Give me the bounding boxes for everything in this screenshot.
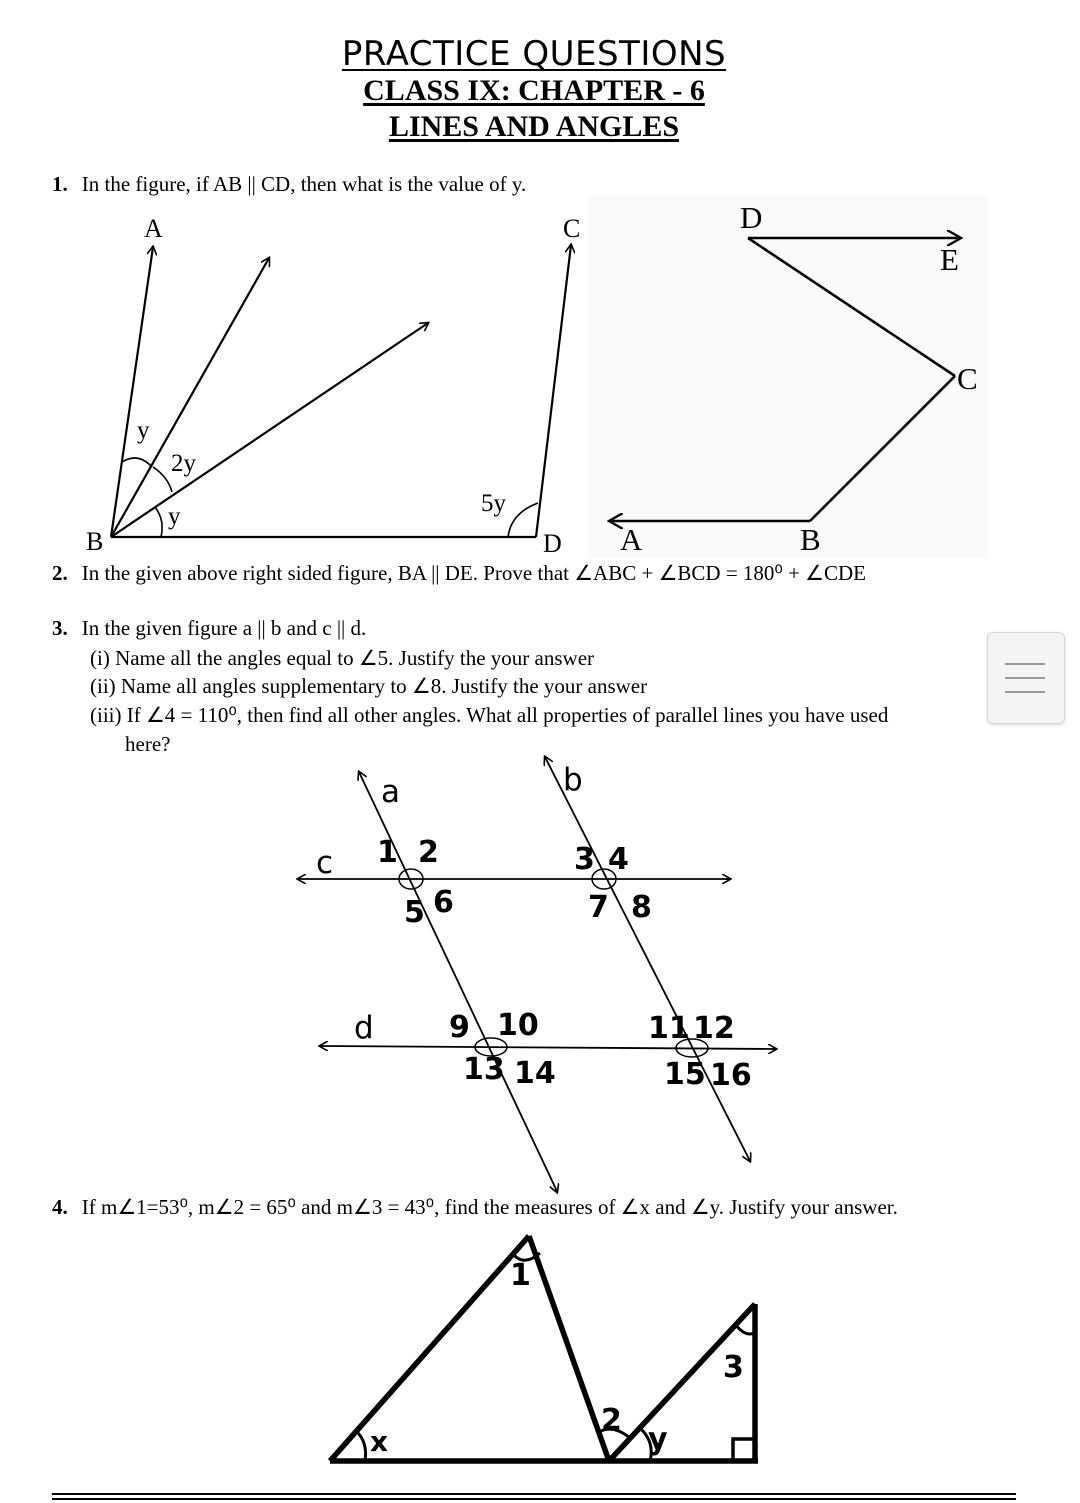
angle-label-9: 9: [449, 1010, 470, 1045]
question-3-part-ii: (ii) Name all angles supplementary to ∠8. Justify the your answer: [90, 674, 648, 698]
line-b: [545, 757, 748, 1157]
question-text: In the given figure a || b and c || d.: [81, 616, 367, 640]
angle-arc-y-bottom: [155, 507, 162, 537]
label-d: d: [354, 1010, 374, 1046]
label-2y: 2y: [171, 450, 196, 477]
angle-label-8: 8: [631, 890, 652, 925]
line-a-end: [555, 1187, 557, 1192]
label-b: B: [800, 522, 821, 557]
label-a: a: [381, 774, 400, 810]
angle-arc-2y: [153, 467, 172, 492]
label-e: E: [940, 242, 959, 277]
label-b: B: [86, 527, 104, 556]
question-3-part-iii-continued: here?: [125, 732, 171, 756]
angle-arc-3: [736, 1325, 755, 1334]
class-chapter-heading: CLASS IX: CHAPTER - 6: [363, 74, 705, 107]
angle-label-2: 2: [601, 1403, 622, 1438]
side-left: [330, 1236, 529, 1461]
side-middle: [529, 1236, 609, 1461]
angle-label-11: 11: [648, 1011, 690, 1046]
question-3-part-iii: (iii) If ∠4 = 110⁰, then find all other angles. What all properties of parallel lines you have used: [90, 703, 889, 727]
label-c: C: [563, 214, 581, 243]
question-number: 1.: [52, 172, 68, 196]
label-d: D: [740, 200, 763, 235]
angle-label-5: 5: [404, 895, 425, 930]
label-d: D: [543, 529, 562, 558]
scan-background: [588, 196, 988, 558]
angle-label-6: 6: [433, 885, 454, 920]
question-number: 3.: [52, 616, 68, 640]
label-b: b: [563, 762, 583, 798]
figure-3-transversals-diagram: [298, 757, 776, 1192]
angle-label-14: 14: [514, 1056, 556, 1091]
menu-button[interactable]: [987, 632, 1065, 724]
angle-label-1: 1: [377, 835, 398, 870]
question-3-part-i: (i) Name all the angles equal to ∠5. Justify the your answer: [90, 646, 595, 670]
question-number: 2.: [52, 561, 68, 585]
figure-4-triangles-diagram: [330, 1236, 758, 1461]
question-text: In the given above right sided figure, BA || DE. Prove that ∠ABC + ∠BCD = 180⁰ + ∠CDE: [81, 561, 867, 585]
ray-2: [111, 258, 269, 537]
angle-label-12: 12: [693, 1011, 735, 1046]
angle-arc-y-top: [122, 458, 152, 467]
label-c: C: [957, 361, 978, 396]
question-text: If m∠1=53⁰, m∠2 = 65⁰ and m∠3 = 43⁰, find the measures of ∠x and ∠y. Justify your answer.: [81, 1195, 898, 1219]
line-b-end: [748, 1157, 750, 1161]
angle-label-3: 3: [723, 1350, 744, 1385]
question-text: In the figure, if AB || CD, then what is the value of y.: [81, 172, 527, 196]
angle-label-3: 3: [574, 842, 595, 877]
angle-label-16: 16: [710, 1058, 752, 1093]
angle-label-y: y: [648, 1422, 668, 1457]
angle-arc-x: [356, 1431, 366, 1461]
label-a: A: [620, 522, 643, 557]
question-number: 4.: [52, 1195, 68, 1219]
label-5y: 5y: [481, 490, 506, 517]
label-c: c: [316, 845, 334, 881]
label-y-top: y: [137, 417, 150, 444]
label-a: A: [144, 214, 163, 243]
ray-3: [111, 323, 428, 537]
angle-label-13: 13: [463, 1052, 505, 1087]
angle-label-4: 4: [608, 842, 629, 877]
angle-label-10: 10: [497, 1008, 539, 1043]
angle-label-15: 15: [664, 1057, 706, 1092]
ray-dc: [536, 245, 571, 537]
ray-ba: [111, 247, 153, 537]
figure-1-angles-diagram: [86, 214, 580, 558]
label-y-bottom: y: [168, 503, 181, 530]
angle-label-x: x: [370, 1425, 389, 1458]
angle-label-7: 7: [588, 890, 609, 925]
chapter-name-heading: LINES AND ANGLES: [388, 110, 680, 143]
page-title: PRACTICE QUESTIONS: [341, 34, 727, 74]
right-angle-marker: [733, 1439, 755, 1461]
angle-arc-5y: [508, 503, 538, 537]
angle-label-1: 1: [510, 1258, 531, 1293]
figure-2-parallel-lines-diagram: [588, 196, 988, 558]
angle-label-2: 2: [418, 835, 439, 870]
